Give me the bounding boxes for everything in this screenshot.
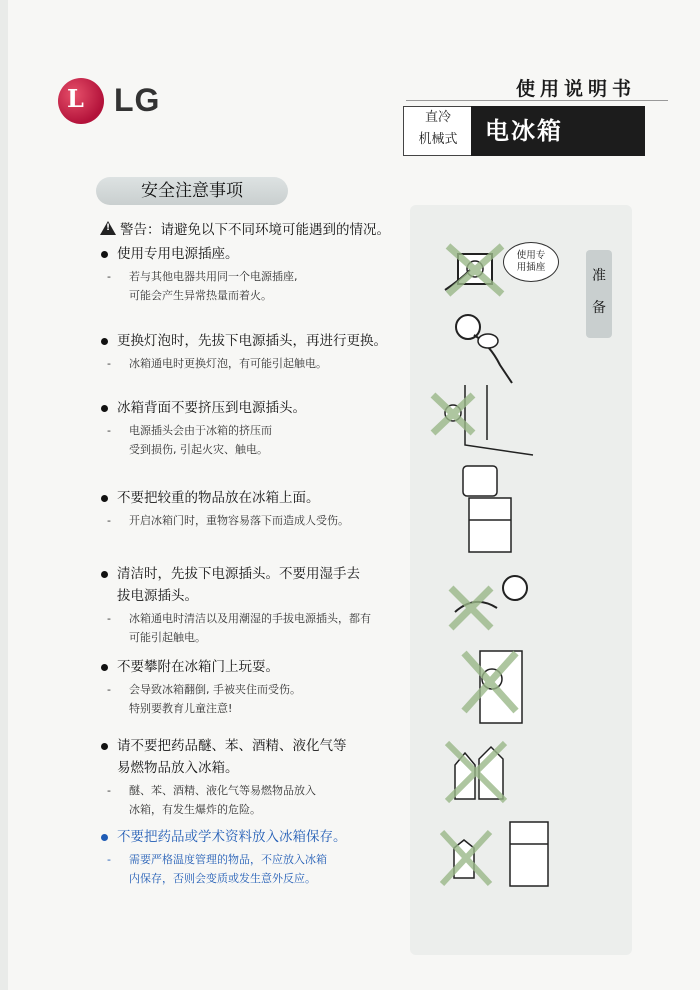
callout-line-1: 使用专 bbox=[516, 250, 546, 261]
item-main-text bbox=[99, 735, 399, 779]
item-detail-line: 冰箱通电时清洁以及用潮湿的手拔电源插头，都有 bbox=[129, 612, 371, 625]
dash-marker: - bbox=[107, 270, 111, 283]
product-name: 电冰箱 bbox=[471, 106, 645, 156]
callout-line-2: 用插座 bbox=[516, 262, 546, 273]
warning-line bbox=[100, 218, 390, 238]
heavy-object-fridge-icon bbox=[455, 462, 520, 554]
safety-item bbox=[99, 826, 399, 888]
safety-item bbox=[99, 330, 399, 373]
section-title: 安全注意事项 bbox=[96, 177, 288, 205]
flammable-bottles-icon bbox=[445, 735, 525, 805]
item-main-line: 不要攀附在冰箱门上玩耍。 bbox=[117, 659, 279, 675]
item-detail-line: 需要严格温度管理的物品，不应放入冰箱 bbox=[129, 853, 327, 866]
item-detail-line: 若与其他电器共用同一个电源插座, bbox=[129, 270, 298, 283]
type-line-2: 机械式 bbox=[418, 132, 458, 147]
item-detail-text bbox=[99, 609, 399, 647]
item-main-line: 易燃物品放入冰箱。 bbox=[117, 760, 239, 776]
cleaning-plug-icon bbox=[445, 568, 555, 634]
child-on-door-icon bbox=[460, 645, 530, 725]
item-detail-text bbox=[99, 267, 399, 305]
item-detail-line: 可能引起触电。 bbox=[129, 631, 206, 644]
item-detail-text bbox=[99, 421, 399, 459]
scan-edge bbox=[0, 0, 8, 990]
warning-triangle-icon bbox=[100, 221, 116, 235]
safety-item bbox=[99, 243, 399, 305]
item-main-text bbox=[99, 826, 399, 848]
safety-item bbox=[99, 487, 399, 530]
item-detail-line: 醚、苯、酒精、液化气等易燃物品放入 bbox=[129, 784, 316, 797]
manual-title: 使用说明书 bbox=[516, 78, 637, 100]
item-main-line: 不要把较重的物品放在冰箱上面。 bbox=[117, 490, 320, 506]
fridge-back-plug-icon bbox=[425, 385, 535, 460]
side-tab-prepare bbox=[586, 250, 612, 338]
side-tab-char-1: 准 bbox=[592, 268, 606, 284]
item-detail-text bbox=[99, 511, 399, 530]
warning-text: 警告：请避免以下不同环境可能遇到的情况。 bbox=[120, 222, 390, 238]
item-main-line: 更换灯泡时，先拔下电源插头，再进行更换。 bbox=[117, 333, 387, 349]
item-main-line: 不要把药品或学术资料放入冰箱保存。 bbox=[117, 829, 347, 845]
item-detail-line: 冰箱，有发生爆炸的危险。 bbox=[129, 803, 261, 816]
safety-item bbox=[99, 735, 399, 819]
item-detail-line: 电源插头会由于冰箱的挤压而 bbox=[129, 424, 272, 437]
item-main-line: 拔电源插头。 bbox=[117, 588, 198, 604]
item-main-text bbox=[99, 656, 399, 678]
item-main-line: 请不要把药品醚、苯、酒精、液化气等 bbox=[117, 738, 347, 754]
brand-name: LG bbox=[114, 82, 161, 118]
item-detail-line: 特别要教育儿童注意! bbox=[129, 702, 233, 715]
header-divider bbox=[406, 100, 668, 101]
dash-marker: - bbox=[107, 612, 111, 625]
side-tab-char-2: 备 bbox=[592, 300, 606, 316]
dash-marker: - bbox=[107, 853, 111, 866]
item-main-text bbox=[99, 330, 399, 352]
safety-item bbox=[99, 563, 399, 647]
item-detail-text bbox=[99, 850, 399, 888]
safety-item bbox=[99, 397, 399, 459]
safety-item bbox=[99, 656, 399, 718]
lg-logo-mark: L bbox=[67, 84, 84, 113]
refrigerator-type-box bbox=[403, 106, 473, 156]
callout-bubble bbox=[503, 242, 559, 282]
dash-marker: - bbox=[107, 683, 111, 696]
dash-marker: - bbox=[107, 514, 111, 527]
item-detail-text bbox=[99, 781, 399, 819]
medicine-fridge-icon bbox=[440, 818, 560, 890]
item-detail-line: 可能会产生异常热量而着火。 bbox=[129, 289, 272, 302]
lg-logo-icon bbox=[58, 78, 104, 124]
dash-marker: - bbox=[107, 784, 111, 797]
lightbulb-hand-icon bbox=[450, 305, 520, 385]
item-detail-text bbox=[99, 354, 399, 373]
outlet-illustration-icon bbox=[440, 240, 510, 300]
item-main-line: 使用专用电源插座。 bbox=[117, 246, 239, 262]
item-main-text bbox=[99, 563, 399, 607]
item-detail-line: 冰箱通电时更换灯泡，有可能引起触电。 bbox=[129, 357, 327, 370]
dash-marker: - bbox=[107, 357, 111, 370]
item-main-text bbox=[99, 397, 399, 419]
item-detail-line: 内保存，否则会变质或发生意外反应。 bbox=[129, 872, 316, 885]
item-detail-line: 受到损伤, 引起火灾、触电。 bbox=[129, 443, 268, 456]
item-detail-line: 会导致冰箱翻倒, 手被夹住而受伤。 bbox=[129, 683, 301, 696]
dash-marker: - bbox=[107, 424, 111, 437]
item-main-line: 冰箱背面不要挤压到电源插头。 bbox=[117, 400, 306, 416]
item-main-text bbox=[99, 243, 399, 265]
item-detail-text bbox=[99, 680, 399, 718]
type-line-1: 直冷 bbox=[424, 110, 451, 125]
item-detail-line: 开启冰箱门时，重物容易落下而造成人受伤。 bbox=[129, 514, 349, 527]
item-main-text bbox=[99, 487, 399, 509]
item-main-line: 清洁时，先拔下电源插头。不要用湿手去 bbox=[117, 566, 360, 582]
